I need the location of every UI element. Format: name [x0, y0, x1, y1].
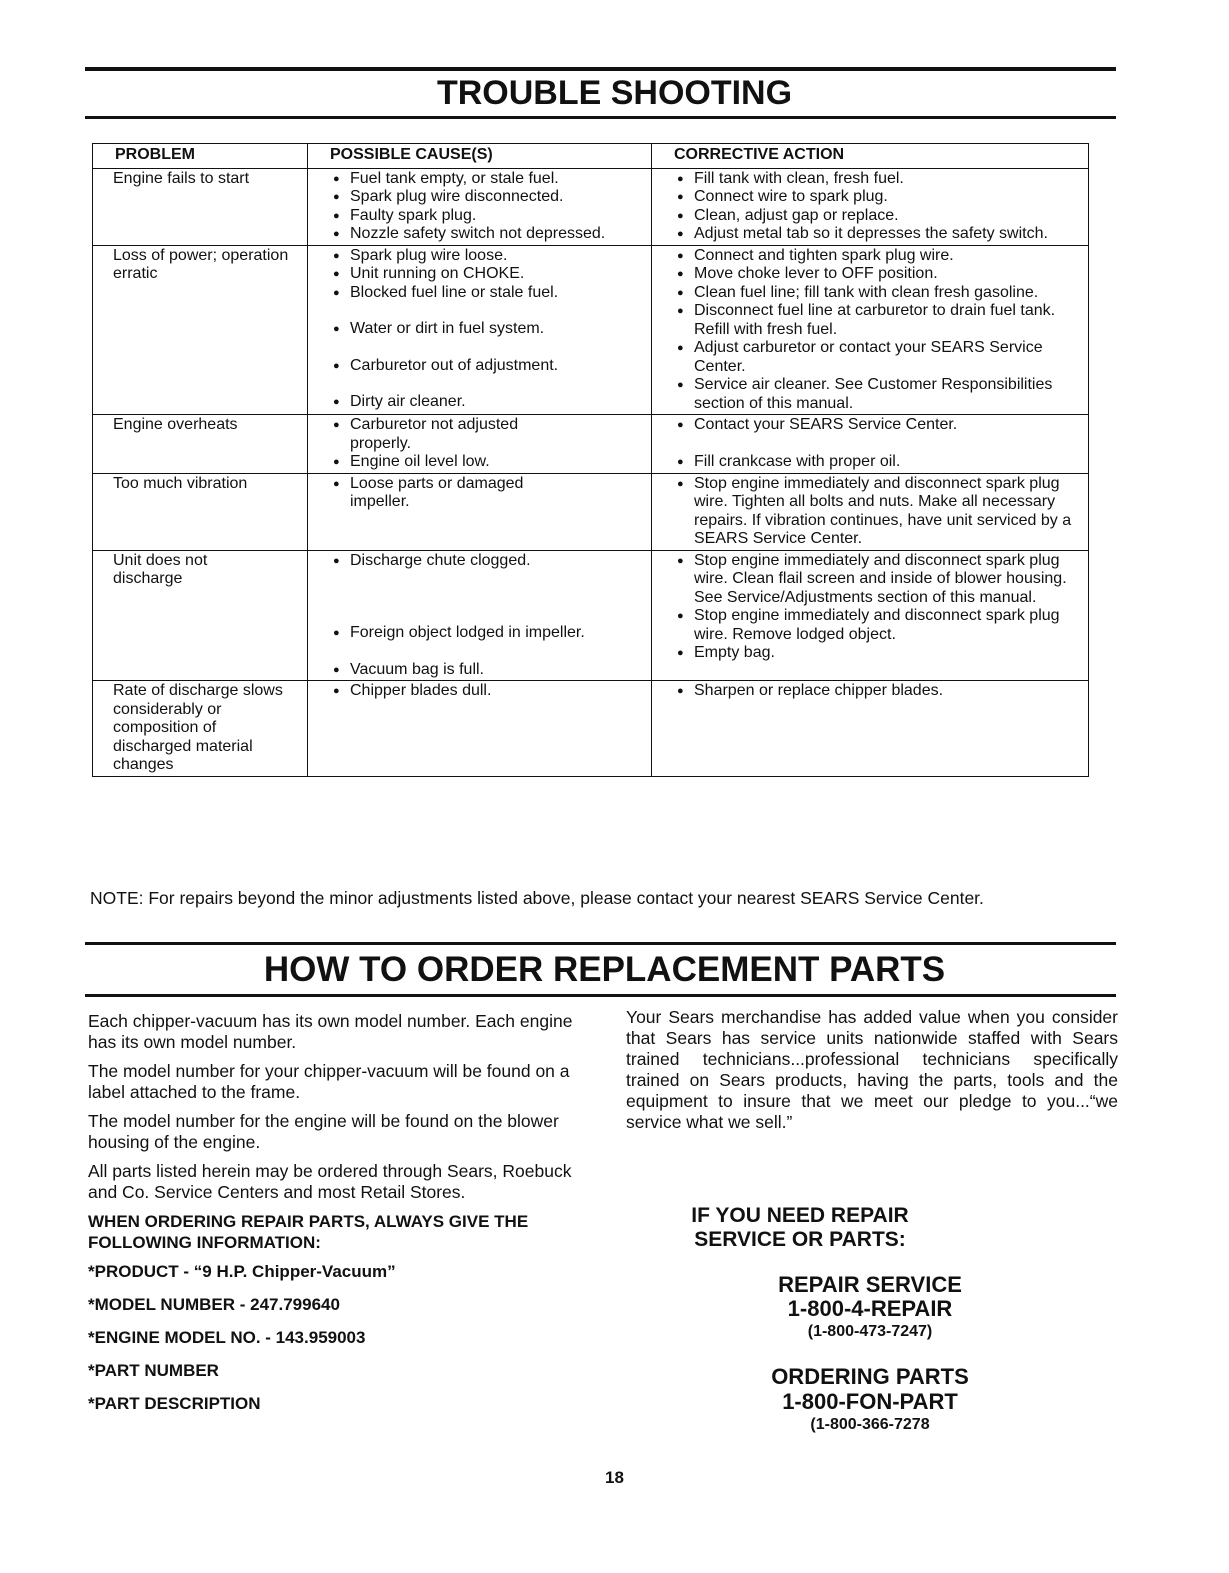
section-rule-bottom [85, 994, 1116, 997]
action-item: ● Adjust carburetor or contact your SEARS Service Center. [674, 339, 1082, 376]
action-item: ● Stop engine immediately and disconnect spark plug wire. Tighten all bolts and nuts. Make all necessary repairs. If vibration continues, have unit serviced by a SEARS Service Center. [674, 475, 1082, 549]
info-item: *PRODUCT - “9 H.P. Chipper-Vacuum” [88, 1262, 396, 1281]
action-item: ● Stop engine immediately and disconnect spark plug wire. Remove lodged object. [674, 607, 1082, 644]
problem-cell: Rate of discharge slows considerably or composition of discharged material changes [93, 681, 308, 777]
table-row [93, 245, 1089, 415]
cause-item: ● Blocked fuel line or stale fuel. [330, 284, 645, 303]
cause-item: ● Water or dirt in fuel system. [330, 320, 645, 339]
cause-cell [308, 415, 652, 474]
cause-item: ● Carburetor not adjusted properly. [330, 416, 550, 453]
left-paragraph: The model number for the engine will be found on the blower housing of the engine. [88, 1111, 559, 1152]
action-item: ● Fill tank with clean, fresh fuel. [674, 170, 1082, 189]
left-paragraph: The model number for your chipper-vacuum will be found on a label attached to the frame. [88, 1061, 570, 1102]
cause-item: ● Loose parts or damaged impeller. [330, 475, 560, 512]
problem-cell: Unit does not discharge [93, 550, 308, 681]
right-paragraph: Your Sears merchandise has added value when you consider that Sears has service units nationwide staffed with Sears trained technicians...professional technicians specifically trained on Sears products, having the parts, tools and the equipment to insure that we meet our pledge to you...“we service what we sell.” [626, 1007, 1118, 1132]
ordering-parts-label: ORDERING PARTS [771, 1364, 969, 1389]
right-column [626, 1007, 1118, 1141]
action-item: ● Contact your SEARS Service Center. [674, 416, 1082, 435]
cause-item: ● Nozzle safety switch not depressed. [330, 225, 645, 244]
info-item: *ENGINE MODEL NO. - 143.959003 [88, 1328, 366, 1347]
ordering-parts-number: (1-800-366-7278 [810, 1416, 930, 1433]
action-item: ● Service air cleaner. See Customer Responsibilities section of this manual. [674, 376, 1082, 413]
problem-cell: Too much vibration [93, 473, 308, 550]
info-item: *PART DESCRIPTION [88, 1394, 261, 1413]
order-parts-title: HOW TO ORDER REPLACEMENT PARTS [263, 950, 946, 989]
problem-cell: Loss of power; operation erratic [93, 245, 308, 415]
section-rule-top [85, 942, 1116, 945]
troubleshooting-table [92, 143, 1089, 777]
action-item: ● Move choke lever to OFF position. [674, 265, 1082, 284]
cause-item: ● Spark plug wire loose. [330, 247, 645, 266]
cause-cell [308, 473, 652, 550]
cause-item: ● Unit running on CHOKE. [330, 265, 645, 284]
left-paragraph: Each chipper-vacuum has its own model number. Each engine has its own model number. [88, 1011, 573, 1052]
cause-item: ● Fuel tank empty, or stale fuel. [330, 170, 645, 189]
action-item: ● Adjust metal tab so it depresses the safety switch. [674, 225, 1082, 244]
ordering-heading: WHEN ORDERING REPAIR PARTS, ALWAYS GIVE THE FOLLOWING INFORMATION: [88, 1212, 529, 1252]
cause-item: ● Chipper blades dull. [330, 682, 645, 701]
header-problem: PROBLEM [93, 144, 308, 169]
action-cell [652, 415, 1089, 474]
info-item: *PART NUMBER [88, 1361, 219, 1380]
action-cell [652, 473, 1089, 550]
repair-service-label: REPAIR SERVICE [778, 1272, 962, 1297]
problem-cell: Engine fails to start [93, 168, 308, 245]
title-underline [85, 116, 1116, 119]
left-column [88, 1011, 580, 1422]
cause-item: ● Discharge chute clogged. [330, 552, 645, 571]
repair-service-phone: 1-800-4-REPAIR [787, 1296, 953, 1321]
action-item: ● Clean, adjust gap or replace. [674, 207, 1082, 226]
repair-service-number: (1-800-473-7247) [807, 1323, 933, 1340]
top-rule [85, 67, 1116, 71]
cause-cell [308, 168, 652, 245]
need-repair-line1: IF YOU NEED REPAIR [691, 1204, 909, 1227]
table-row [93, 415, 1089, 474]
ordering-parts-phone: 1-800-FON-PART [782, 1389, 958, 1414]
table-row [93, 473, 1089, 550]
left-paragraph: All parts listed herein may be ordered through Sears, Roebuck and Co. Service Centers and most Retail Stores. [88, 1161, 572, 1202]
problem-cell: Engine overheats [93, 415, 308, 474]
header-action: CORRECTIVE ACTION [652, 144, 1089, 169]
action-cell [652, 550, 1089, 681]
info-item: *MODEL NUMBER - 247.799640 [88, 1295, 340, 1314]
table-row [93, 550, 1089, 681]
table-row [93, 681, 1089, 777]
action-item: ● Stop engine immediately and disconnect spark plug wire. Clean flail screen and inside of blower housing. See Service/Adjustments section of this manual. [674, 552, 1082, 608]
cause-item: ● Spark plug wire disconnected. [330, 188, 645, 207]
cause-cell [308, 245, 652, 415]
cause-cell [308, 550, 652, 681]
cause-cell [308, 681, 652, 777]
cause-item: ● Dirty air cleaner. [330, 393, 645, 412]
service-note: NOTE: For repairs beyond the minor adjustments listed above, please contact your nearest SEARS Service Center. [90, 888, 984, 908]
action-item: ● Fill crankcase with proper oil. [674, 453, 1082, 472]
header-cause: POSSIBLE CAUSE(S) [308, 144, 652, 169]
action-cell [652, 681, 1089, 777]
table-header-row [93, 144, 1089, 169]
cause-item: ● Engine oil level low. [330, 453, 645, 472]
action-cell [652, 245, 1089, 415]
action-item: ● Clean fuel line; fill tank with clean fresh gasoline. [674, 284, 1082, 303]
page-number: 18 [605, 1468, 624, 1487]
need-repair-line2: SERVICE OR PARTS: [694, 1228, 906, 1251]
action-item: ● Sharpen or replace chipper blades. [674, 682, 1082, 701]
cause-item: ● Foreign object lodged in impeller. [330, 624, 645, 643]
troubleshooting-title: TROUBLE SHOOTING [436, 74, 793, 112]
action-item: ● Disconnect fuel line at carburetor to drain fuel tank. Refill with fresh fuel. [674, 302, 1082, 339]
action-item: ● Connect and tighten spark plug wire. [674, 247, 1082, 266]
action-cell [652, 168, 1089, 245]
cause-item: ● Carburetor out of adjustment. [330, 357, 645, 376]
cause-item: ● Vacuum bag is full. [330, 661, 645, 680]
action-item: ● Empty bag. [674, 644, 1082, 663]
table-row [93, 168, 1089, 245]
action-item: ● Connect wire to spark plug. [674, 188, 1082, 207]
cause-item: ● Faulty spark plug. [330, 207, 645, 226]
